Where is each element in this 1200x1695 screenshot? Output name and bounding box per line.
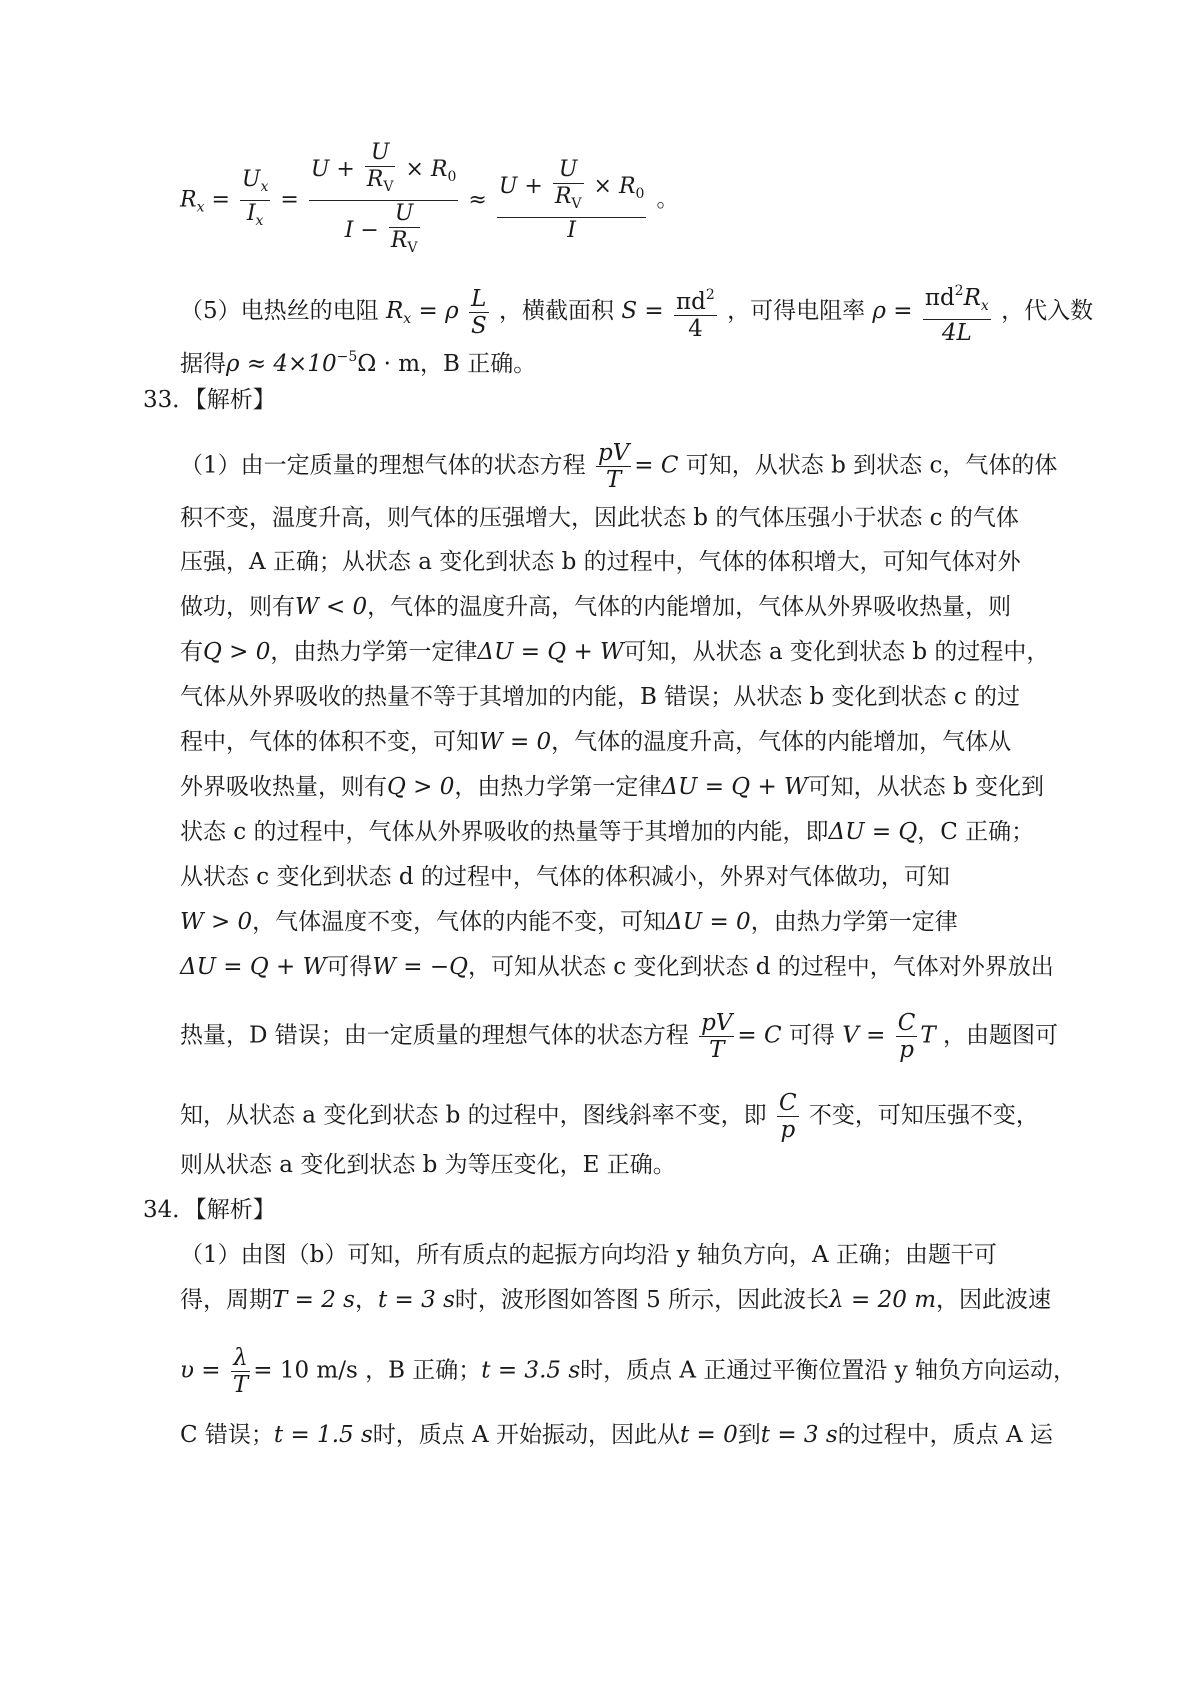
eq-end-mark: 。: [656, 187, 679, 213]
q33-line-13: 热量，D 错误；由一定质量的理想气体的状态方程 $\frac{pV}{T}$ = C 可得 V = $\frac{C}{p}$ T ，由题图可: [180, 1010, 1059, 1063]
q33-line-6: 气体从外界吸收的热量不等于其增加的内能，B 错误；从状态 b 变化到状态 c 的过: [180, 684, 1021, 710]
den-inner-u: U: [389, 201, 420, 228]
p5-line-2: 据得$\rho \approx 4\times 10^{-5}\Omega \cdot m$，B 正确。: [180, 349, 537, 377]
q33-line-2: 积不变，温度升高，则气体的压强增大，因此状态 b 的气体压强小于状态 c 的气体: [180, 505, 1019, 531]
ux: U: [241, 167, 261, 192]
approx-num-u: U +: [498, 174, 543, 199]
q33-line-5: 有Q > 0，由热力学第一定律ΔU = Q + W可知，从状态 a 变化到状态 b 的过程中，: [180, 639, 1050, 665]
approx-inner-rv-sub: V: [571, 196, 582, 212]
frac-ux-ix: [240, 167, 270, 234]
q33-head: 33．【解析】: [143, 387, 276, 413]
q33-line-11: W > 0，气体温度不变，气体的内能不变，可知ΔU = 0，由热力学第一定律: [180, 909, 958, 935]
q33-line-15: 则从状态 a 变化到状态 b 为等压变化，E 正确。: [180, 1152, 676, 1178]
q33-line-3: 压强，A 正确；从状态 a 变化到状态 b 的过程中，气体的体积增大，可知气体对外: [180, 549, 1021, 575]
q34-line-3: υ = $\frac{\lambda}{T}$ = 10 m/s ，B 正确；t = 3.5 s时，质点 A 正通过平衡位置沿 y 轴负方向运动，: [180, 1345, 1076, 1398]
eq-lhs-sub: x: [196, 199, 205, 216]
approx-sign: ≈: [468, 187, 487, 213]
r0-sub: 0: [447, 169, 457, 185]
inner-rv-sub: V: [383, 179, 394, 195]
q33-line-4: 做功，则有W < 0，气体的温度升高，气体的内能增加，气体从外界吸收热量，则: [180, 594, 1012, 620]
q34-line-2: 得，周期T = 2 s，t = 3 s时，波形图如答图 5 所示，因此波长λ = 20 m，因此波速: [180, 1287, 1051, 1313]
approx-den-i: I: [567, 218, 576, 243]
q33-line-14: 知，从状态 a 变化到状态 b 的过程中，图线斜率不变，即 $\frac{C}{p}$ 不变，可知压强不变，: [180, 1090, 1039, 1143]
den-inner-rv: R: [390, 228, 408, 253]
inner-rv: R: [366, 167, 384, 192]
frac-approx: [497, 157, 647, 244]
eq-lhs: R: [180, 187, 197, 213]
ix-sub: x: [255, 213, 264, 229]
q33-line-12: ΔU = Q + W可得W = −Q，可知从状态 c 变化到状态 d 的过程中，气体对外界放出: [180, 954, 1054, 980]
approx-inner-rv: R: [554, 184, 572, 209]
den-i-minus: I −: [344, 218, 379, 243]
q33-line-9: 状态 c 的过程中，气体从外界吸收的热量等于其增加的内能，即ΔU = Q，C 正确；: [180, 819, 1035, 845]
equation-rx: $R_x$ = $\frac{U_x}{I_x}$ = U + $\frac{U}{R_V}$ × $R_0$ I − $\frac{U}{R_V}$ ≈ U + $\frac{U}{R_V}$ × $R_0$ I 。: [180, 140, 678, 261]
q34-line-1: （1）由图（b）可知，所有质点的起振方向均沿 y 轴负方向，A 正确；由题干可: [180, 1242, 997, 1268]
q33-line-8: 外界吸收热量，则有Q > 0，由热力学第一定律ΔU = Q + W可知，从状态 b 变化到: [180, 774, 1045, 800]
inner-u: U: [365, 140, 396, 167]
approx-inner-u: U: [553, 157, 584, 184]
ux-sub: x: [260, 179, 269, 195]
num-u-plus: U +: [310, 157, 355, 182]
frac-main: [309, 140, 459, 261]
den-inner-rv-sub: V: [407, 240, 418, 256]
ix: I: [246, 201, 256, 226]
q34-line-4: C 错误；t = 1.5 s时，质点 A 开始振动，因此从t = 0到t = 3 s的过程中，质点 A 运: [180, 1422, 1053, 1448]
times-r0: × R: [405, 157, 448, 182]
q33-line-10: 从状态 c 变化到状态 d 的过程中，气体的体积减小，外界对气体做功，可知: [180, 864, 950, 890]
q34-head: 34．【解析】: [143, 1197, 276, 1223]
p5-line-1: （5）电热丝的电阻 $R_x = \rho$ $\frac{L}{S}$ ，横截面积 S = $\frac{\pi d^2}{4}$ ，可得电阻率 ρ = $\frac{\pi d^2R_x}{4L}$ ，代入数: [180, 278, 1080, 346]
approx-times-r0: × R: [593, 174, 636, 199]
q33-line-7: 程中，气体的体积不变，可知W = 0，气体的温度升高，气体的内能增加，气体从: [180, 729, 1012, 755]
q33-line-1: （1）由一定质量的理想气体的状态方程 $\frac{pV}{T}$ = C 可知，从状态 b 到状态 c，气体的体: [180, 440, 1058, 493]
approx-r0-sub: 0: [635, 186, 645, 202]
